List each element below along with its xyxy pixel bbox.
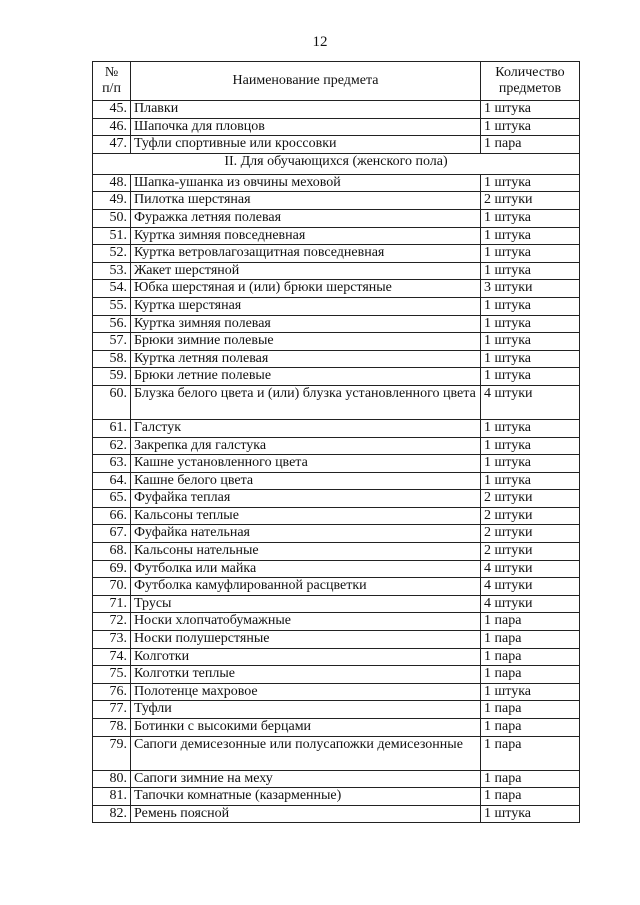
row-quantity: 1 пара [481,701,580,719]
table-row [93,560,580,578]
header-number-line1: № [104,65,119,80]
row-number: 73. [93,631,131,649]
header-number [93,62,131,101]
table-row [93,209,580,227]
row-number: 72. [93,613,131,631]
row-quantity: 4 штуки [481,560,580,578]
row-quantity: 1 штука [481,118,580,136]
section-row [93,153,580,174]
row-quantity: 3 штуки [481,280,580,298]
row-item-name: Пилотка шерстяная [131,192,481,210]
row-quantity: 1 пара [481,631,580,649]
table-body-main [93,174,580,823]
row-number: 57. [93,333,131,351]
table-row [93,490,580,508]
row-item-name: Ботинки с высокими берцами [131,719,481,737]
row-number: 59. [93,368,131,386]
header-number-line2: п/п [102,81,121,96]
table-row [93,227,580,245]
row-quantity: 4 штуки [481,385,580,419]
row-number: 48. [93,174,131,192]
table-row [93,701,580,719]
row-item-name: Фуфайка теплая [131,490,481,508]
header-quantity-line2: предметов [498,81,562,96]
table-row [93,595,580,613]
page-number: 12 [312,34,328,50]
row-item-name: Кашне белого цвета [131,472,481,490]
row-quantity: 1 пара [481,719,580,737]
table-row [93,136,580,154]
row-quantity: 1 пара [481,666,580,684]
table-header [93,62,580,101]
row-item-name: Фуражка летняя полевая [131,209,481,227]
row-number: 55. [93,297,131,315]
row-quantity: 2 штуки [481,525,580,543]
table-row [93,368,580,386]
section-heading: II. Для обучающихся (женского пола) [93,153,580,174]
row-number: 82. [93,805,131,823]
row-item-name: Куртка шерстяная [131,297,481,315]
row-number: 46. [93,118,131,136]
row-item-name: Фуфайка нательная [131,525,481,543]
row-number: 54. [93,280,131,298]
row-item-name: Колготки [131,648,481,666]
row-quantity: 1 штука [481,227,580,245]
table-row [93,437,580,455]
row-quantity: 1 штука [481,683,580,701]
row-quantity: 1 пара [481,770,580,788]
row-item-name: Куртка летняя полевая [131,350,481,368]
table-row [93,805,580,823]
row-quantity: 2 штуки [481,507,580,525]
items-table [92,61,580,823]
row-quantity: 1 пара [481,613,580,631]
row-number: 60. [93,385,131,419]
row-quantity: 1 штука [481,455,580,473]
row-quantity: 4 штуки [481,595,580,613]
table-row [93,578,580,596]
row-quantity: 1 штука [481,262,580,280]
header-name: Наименование предмета [131,62,481,101]
row-quantity: 1 штука [481,209,580,227]
row-number: 77. [93,701,131,719]
table-row [93,631,580,649]
row-number: 68. [93,543,131,561]
table-row [93,525,580,543]
row-item-name: Куртка зимняя полевая [131,315,481,333]
row-number: 50. [93,209,131,227]
row-number: 47. [93,136,131,154]
row-item-name: Колготки теплые [131,666,481,684]
row-quantity: 1 штука [481,245,580,263]
table-row [93,719,580,737]
table-row [93,192,580,210]
table-row [93,648,580,666]
table-row [93,350,580,368]
row-number: 78. [93,719,131,737]
row-item-name: Галстук [131,419,481,437]
row-item-name: Футболка или майка [131,560,481,578]
row-number: 56. [93,315,131,333]
table-row [93,613,580,631]
table-row [93,472,580,490]
row-quantity: 4 штуки [481,578,580,596]
row-number: 79. [93,736,131,770]
row-item-name: Футболка камуфлированной расцветки [131,578,481,596]
table-row [93,683,580,701]
table-row [93,385,580,419]
row-quantity: 1 штука [481,101,580,119]
row-item-name: Ремень поясной [131,805,481,823]
row-item-name: Сапоги зимние на меху [131,770,481,788]
table-row [93,101,580,119]
row-number: 62. [93,437,131,455]
row-quantity: 1 пара [481,736,580,770]
row-quantity: 1 пара [481,788,580,806]
row-quantity: 1 штука [481,315,580,333]
row-number: 58. [93,350,131,368]
row-number: 53. [93,262,131,280]
row-number: 75. [93,666,131,684]
table-row [93,788,580,806]
table-row [93,455,580,473]
table-body-top [93,101,580,154]
table-row [93,736,580,770]
row-quantity: 2 штуки [481,543,580,561]
row-item-name: Плавки [131,101,481,119]
row-item-name: Кальсоны нательные [131,543,481,561]
table-row [93,543,580,561]
row-number: 67. [93,525,131,543]
table-row [93,507,580,525]
row-item-name: Закрепка для галстука [131,437,481,455]
row-number: 64. [93,472,131,490]
table-row [93,280,580,298]
row-number: 70. [93,578,131,596]
row-number: 51. [93,227,131,245]
row-quantity: 1 штука [481,297,580,315]
row-item-name: Брюки зимние полевые [131,333,481,351]
row-item-name: Куртка зимняя повседневная [131,227,481,245]
row-number: 65. [93,490,131,508]
table-row [93,297,580,315]
row-number: 69. [93,560,131,578]
row-item-name: Носки полушерстяные [131,631,481,649]
table-row [93,419,580,437]
table-row [93,333,580,351]
table-row [93,262,580,280]
row-item-name: Шапка-ушанка из овчины меховой [131,174,481,192]
row-item-name: Сапоги демисезонные или полусапожки демисезонные [131,736,481,770]
row-item-name: Кальсоны теплые [131,507,481,525]
row-item-name: Шапочка для пловцов [131,118,481,136]
row-item-name: Носки хлопчатобумажные [131,613,481,631]
row-item-name: Жакет шерстяной [131,262,481,280]
row-item-name: Куртка ветровлагозащитная повседневная [131,245,481,263]
row-quantity: 1 штука [481,350,580,368]
table-row [93,770,580,788]
row-quantity: 1 пара [481,648,580,666]
row-item-name: Кашне установленного цвета [131,455,481,473]
header-row [93,62,580,101]
row-quantity: 1 пара [481,136,580,154]
table-row [93,315,580,333]
row-item-name: Трусы [131,595,481,613]
table-row [93,174,580,192]
row-number: 61. [93,419,131,437]
row-number: 52. [93,245,131,263]
row-quantity: 2 штуки [481,192,580,210]
row-number: 76. [93,683,131,701]
row-item-name: Юбка шерстяная и (или) брюки шерстяные [131,280,481,298]
row-item-name: Полотенце махровое [131,683,481,701]
table-row [93,666,580,684]
row-number: 49. [93,192,131,210]
header-quantity [481,62,580,101]
row-quantity: 1 штука [481,437,580,455]
row-item-name: Брюки летние полевые [131,368,481,386]
row-quantity: 1 штука [481,472,580,490]
table-row [93,245,580,263]
row-quantity: 1 штука [481,368,580,386]
row-quantity: 1 штука [481,174,580,192]
row-number: 81. [93,788,131,806]
row-quantity: 2 штуки [481,490,580,508]
row-item-name: Туфли спортивные или кроссовки [131,136,481,154]
row-number: 71. [93,595,131,613]
row-item-name: Тапочки комнатные (казарменные) [131,788,481,806]
row-number: 63. [93,455,131,473]
row-item-name: Блузка белого цвета и (или) блузка установленного цвета [131,385,481,419]
row-number: 66. [93,507,131,525]
row-number: 45. [93,101,131,119]
row-number: 80. [93,770,131,788]
row-number: 74. [93,648,131,666]
table-row [93,118,580,136]
row-quantity: 1 штука [481,333,580,351]
row-item-name: Туфли [131,701,481,719]
header-quantity-line1: Количество [495,65,565,80]
section-body [93,153,580,174]
row-quantity: 1 штука [481,419,580,437]
row-quantity: 1 штука [481,805,580,823]
